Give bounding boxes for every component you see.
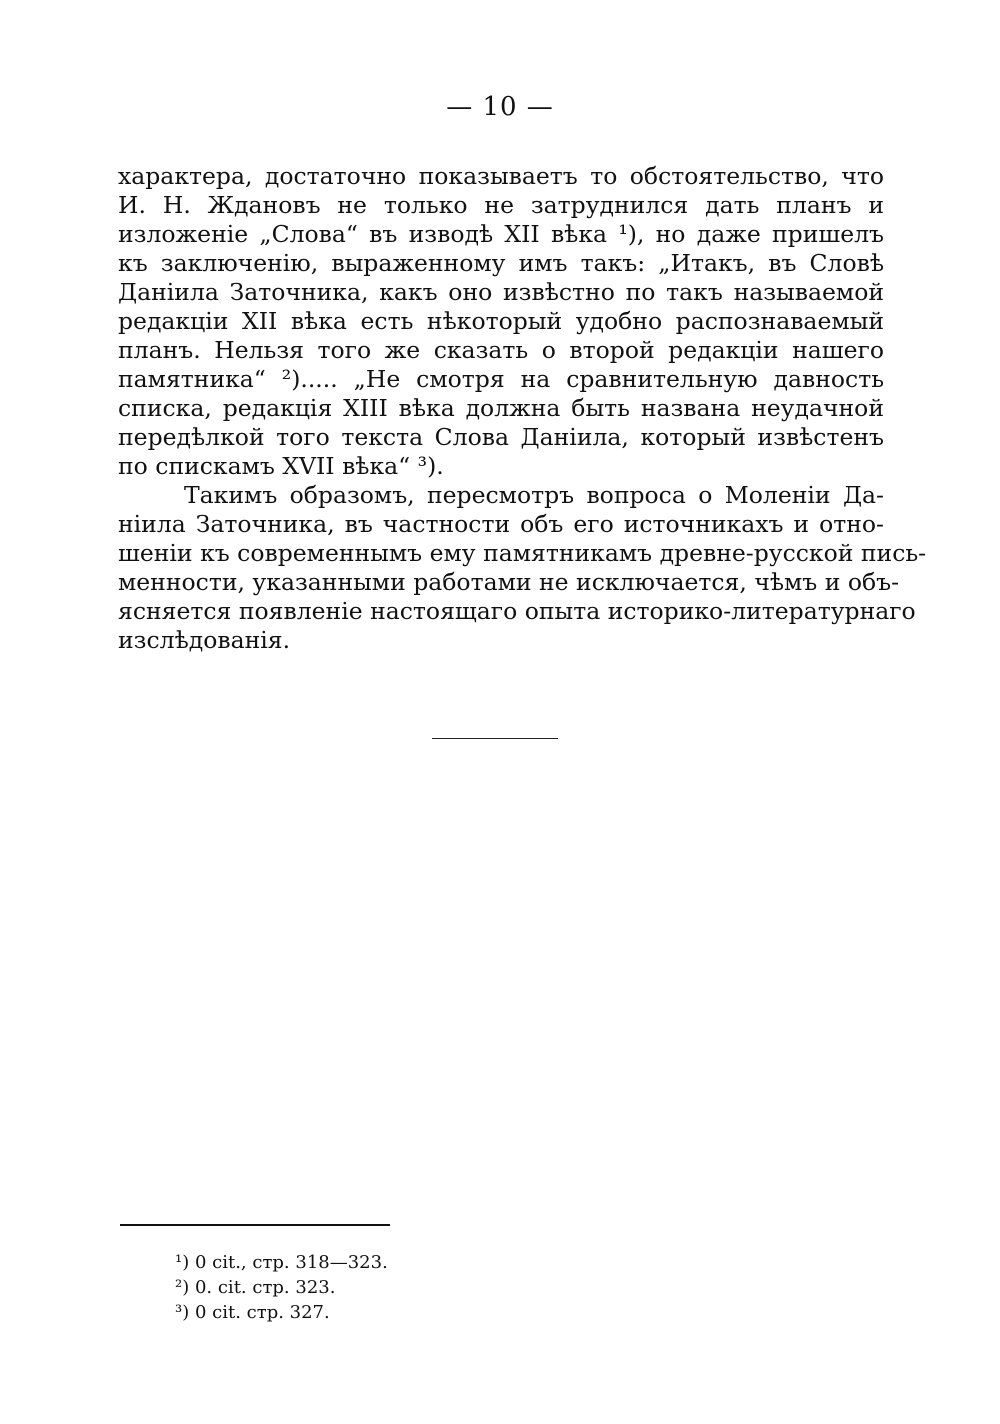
text-line: менности, указанными работами не исключается, чѣмъ и объ- bbox=[118, 568, 900, 596]
page-number: — 10 — bbox=[446, 92, 554, 122]
text-line: ніила Заточника, въ частности объ его источникахъ и отно- bbox=[118, 510, 884, 538]
text-line: характера, достаточно показываетъ то обстоятельство, что bbox=[118, 162, 884, 190]
footnote-divider bbox=[120, 1224, 390, 1226]
text-line: передѣлкой того текста Слова Даніила, который извѣстенъ bbox=[118, 423, 884, 451]
text-line: ясняется появленіе настоящаго опыта историко-литературнаго bbox=[118, 597, 916, 625]
text-line: шеніи къ современнымъ ему памятникамъ древне-русской пись- bbox=[118, 539, 927, 567]
footnote-item: ³) 0 cit. стр. 327. bbox=[175, 1302, 330, 1323]
text-line: редакціи XII вѣка есть нѣкоторый удобно распознаваемый bbox=[118, 307, 884, 335]
text-line: изслѣдованія. bbox=[118, 626, 291, 654]
text-line: изложеніе „Слова“ въ изводѣ XII вѣка ¹), но даже пришелъ bbox=[118, 220, 884, 248]
footnotes bbox=[175, 1250, 388, 1325]
footnote-item: ²) 0. cit. стр. 323. bbox=[175, 1277, 336, 1298]
footnote-item: ¹) 0 cit., стр. 318—323. bbox=[175, 1252, 388, 1273]
section-divider bbox=[432, 738, 558, 739]
text-line: памятника“ ²)..... „Не смотря на сравнительную давность bbox=[118, 365, 884, 393]
text-line: списка, редакція XIII вѣка должна быть названа неудачной bbox=[118, 394, 884, 422]
text-line: И. Н. Ждановъ не только не затруднился дать планъ и bbox=[118, 191, 884, 219]
text-line: Такимъ образомъ, пересмотръ вопроса о Моленіи Да- bbox=[184, 481, 884, 509]
text-line: Даніила Заточника, какъ оно извѣстно по такъ называемой bbox=[118, 278, 884, 306]
text-line: планъ. Нельзя того же сказать о второй редакціи нашего bbox=[118, 336, 884, 364]
text-line: къ заключенію, выраженному имъ такъ: „Итакъ, въ Словѣ bbox=[118, 249, 884, 277]
main-text bbox=[118, 162, 927, 655]
text-line: по спискамъ XVII вѣка“ ³). bbox=[118, 452, 444, 480]
